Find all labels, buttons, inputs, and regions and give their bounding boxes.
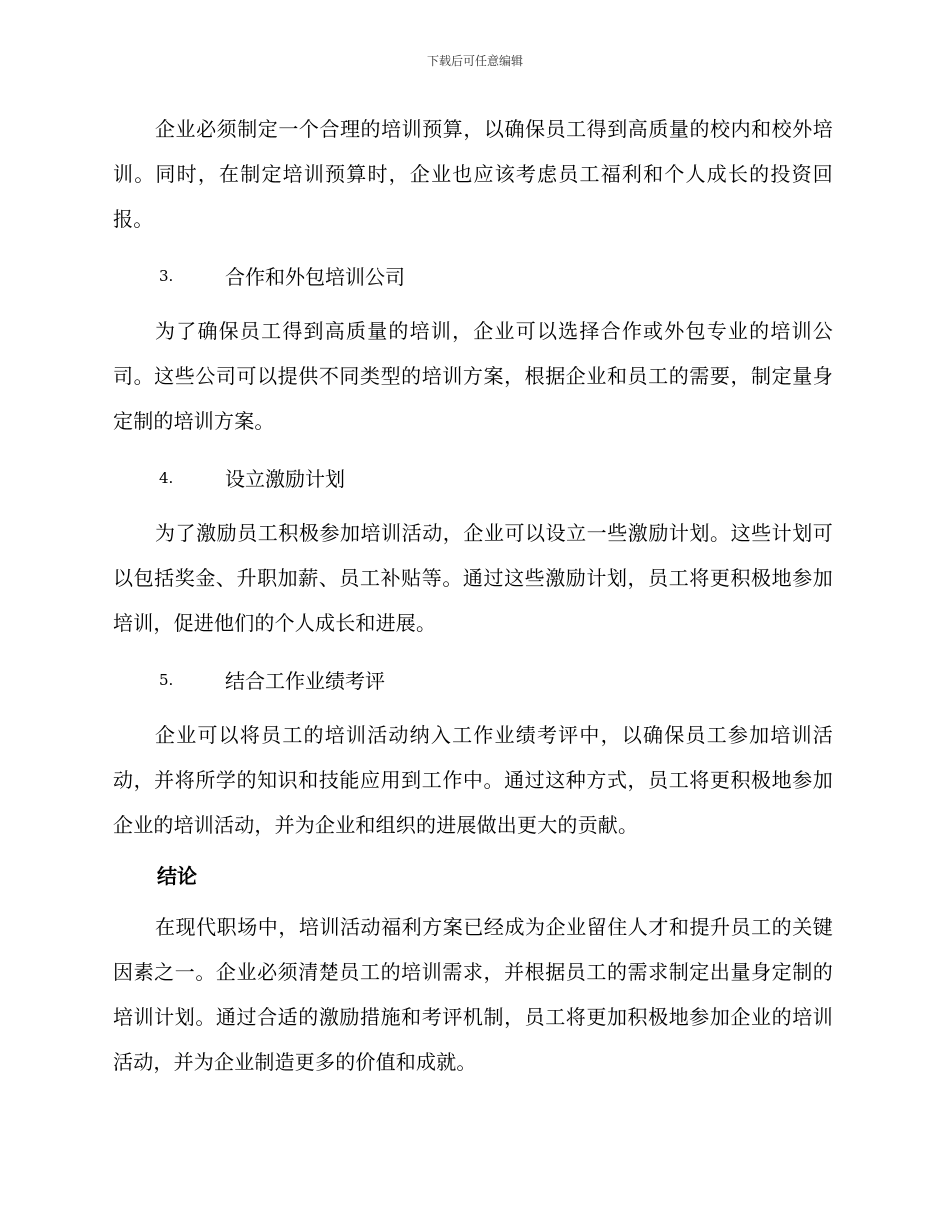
page-header: 下载后可任意编辑 xyxy=(426,54,523,68)
section-title: 合作和外包培训公司 xyxy=(225,265,405,289)
paragraph-conclusion: 在现代职场中，培训活动福利方案已经成为企业留住人才和提升员工的关键因素之一。企业必须清楚员工的培训需求，并根据员工的需求制定出量身定制的培训计划。通过合适的激励措施和考评机制，员工将更加积极地参加企业的培训活动，并为企业制造更多的价值和成就。 xyxy=(113,915,833,1074)
section-number: 4. xyxy=(159,468,174,487)
section-number: 3. xyxy=(159,266,174,285)
section-title: 设立激励计划 xyxy=(225,467,345,491)
document-body xyxy=(113,107,833,1085)
section-heading-4 xyxy=(113,455,833,500)
paragraph-performance: 企业可以将员工的培训活动纳入工作业绩考评中，以确保员工参加培训活动，并将所学的知识和技能应用到工作中。通过这种方式，员工将更积极地参加企业的培训活动，并为企业和组织的进展做出更大的贡献。 xyxy=(113,723,833,837)
paragraph-budget: 企业必须制定一个合理的培训预算，以确保员工得到高质量的校内和校外培训。同时，在制定培训预算时，企业也应该考虑员工福利和个人成长的投资回报。 xyxy=(113,117,833,231)
section-heading-3 xyxy=(113,253,833,298)
section-heading-5 xyxy=(113,657,833,702)
section-title: 结合工作业绩考评 xyxy=(225,669,385,693)
paragraph-outsourcing: 为了确保员工得到高质量的培训，企业可以选择合作或外包专业的培训公司。这些公司可以提供不同类型的培训方案，根据企业和员工的需要，制定量身定制的培训方案。 xyxy=(113,319,833,433)
section-number: 5. xyxy=(159,670,174,689)
paragraph-incentives: 为了激励员工积极参加培训活动，企业可以设立一些激励计划。这些计划可以包括奖金、升职加薪、员工补贴等。通过这些激励计划，员工将更积极地参加培训，促进他们的个人成长和进展。 xyxy=(113,521,833,635)
conclusion-heading: 结论 xyxy=(157,864,197,888)
